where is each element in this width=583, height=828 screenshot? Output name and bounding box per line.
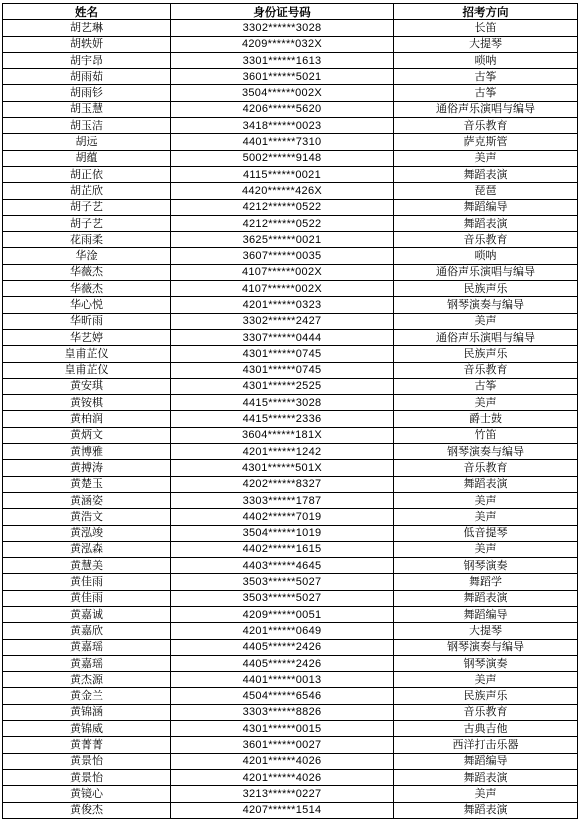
cell-id-number: 3601******5021 [171,69,394,85]
table-row [3,606,578,622]
header-direction: 招考方向 [394,4,578,20]
header-id-number: 身份证号码 [171,4,394,20]
cell-name: 黄菁菁 [3,737,171,753]
cell-name: 胡远 [3,134,171,150]
cell-name: 黄铵棋 [3,395,171,411]
cell-id-number: 4301******2525 [171,378,394,394]
cell-name: 胡子艺 [3,199,171,215]
cell-id-number: 4212******0522 [171,199,394,215]
cell-name: 黄杰源 [3,672,171,688]
table-row [3,281,578,297]
cell-name: 胡轶妍 [3,36,171,52]
cell-direction: 钢琴演奏与编导 [394,639,578,655]
cell-id-number: 4206******5620 [171,101,394,117]
cell-id-number: 4415******3028 [171,395,394,411]
cell-id-number: 4212******0522 [171,215,394,231]
cell-id-number: 4402******7019 [171,509,394,525]
cell-id-number: 4201******0649 [171,623,394,639]
cell-id-number: 4504******6546 [171,688,394,704]
table-row [3,753,578,769]
cell-name: 黄佳雨 [3,574,171,590]
cell-name: 黄柏润 [3,411,171,427]
header-name: 姓名 [3,4,171,20]
table-row [3,460,578,476]
cell-name: 黄金兰 [3,688,171,704]
cell-direction: 音乐教育 [394,460,578,476]
cell-id-number: 3625******0021 [171,232,394,248]
cell-name: 黄楚玉 [3,476,171,492]
cell-direction: 民族声乐 [394,346,578,362]
cell-id-number: 3301******1613 [171,52,394,68]
cell-direction: 舞蹈表演 [394,590,578,606]
cell-name: 黄炳文 [3,427,171,443]
cell-name: 华艺婷 [3,329,171,345]
table-row [3,737,578,753]
cell-id-number: 4201******0323 [171,297,394,313]
cell-direction: 美声 [394,541,578,557]
table-row [3,672,578,688]
cell-id-number: 4115******0021 [171,166,394,182]
cell-direction: 美声 [394,492,578,508]
cell-direction: 竹笛 [394,427,578,443]
table-row [3,492,578,508]
cell-direction: 舞蹈编导 [394,199,578,215]
cell-name: 黄泓竣 [3,525,171,541]
table-row [3,346,578,362]
cell-id-number: 3604******181X [171,427,394,443]
cell-name: 胡雨茹 [3,69,171,85]
cell-name: 华薇杰 [3,264,171,280]
cell-id-number: 3601******0027 [171,737,394,753]
table-row [3,52,578,68]
cell-name: 黄搏涛 [3,460,171,476]
cell-name: 胡芷欣 [3,183,171,199]
cell-name: 华淦 [3,248,171,264]
table-row [3,134,578,150]
table-row [3,329,578,345]
cell-id-number: 3302******3028 [171,20,394,36]
cell-direction: 音乐教育 [394,704,578,720]
cell-id-number: 4209******0051 [171,606,394,622]
cell-name: 胡玉慧 [3,101,171,117]
cell-name: 胡蕴 [3,150,171,166]
cell-direction: 舞蹈表演 [394,166,578,182]
table-row [3,623,578,639]
cell-name: 胡正依 [3,166,171,182]
table-row [3,85,578,101]
cell-direction: 舞蹈编导 [394,753,578,769]
table-row [3,590,578,606]
cell-name: 胡雨钐 [3,85,171,101]
table-row [3,802,578,818]
cell-id-number: 4201******1242 [171,444,394,460]
table-row [3,525,578,541]
cell-direction: 舞蹈表演 [394,769,578,785]
cell-name: 黄景怡 [3,769,171,785]
cell-direction: 美声 [394,509,578,525]
table-row [3,69,578,85]
cell-direction: 古典吉他 [394,721,578,737]
header-row [3,4,578,20]
cell-id-number: 4402******1615 [171,541,394,557]
table-row [3,264,578,280]
table-row [3,362,578,378]
cell-direction: 大提琴 [394,36,578,52]
cell-name: 黄涵姿 [3,492,171,508]
cell-direction: 唢呐 [394,52,578,68]
cell-name: 华心悦 [3,297,171,313]
cell-direction: 舞蹈编导 [394,606,578,622]
cell-id-number: 4202******8327 [171,476,394,492]
table-row [3,704,578,720]
cell-id-number: 4207******1514 [171,802,394,818]
cell-name: 胡子艺 [3,215,171,231]
table-row [3,558,578,574]
table-body [3,20,578,819]
cell-id-number: 3307******0444 [171,329,394,345]
cell-direction: 美声 [394,672,578,688]
table-row [3,721,578,737]
cell-name: 黄安琪 [3,378,171,394]
cell-id-number: 3213******0227 [171,786,394,802]
cell-direction: 低音提琴 [394,525,578,541]
table-row [3,395,578,411]
cell-name: 黄景怡 [3,753,171,769]
cell-name: 华薇杰 [3,281,171,297]
table-row [3,166,578,182]
cell-direction: 钢琴演奏与编导 [394,297,578,313]
applicant-list-sheet [2,3,577,819]
table-row [3,199,578,215]
cell-name: 皇甫芷仪 [3,346,171,362]
cell-id-number: 4301******0745 [171,362,394,378]
cell-id-number: 4201******4026 [171,769,394,785]
cell-name: 黄俊杰 [3,802,171,818]
cell-name: 黄佳雨 [3,590,171,606]
cell-name: 黄浩文 [3,509,171,525]
cell-name: 黄博雅 [3,444,171,460]
cell-id-number: 4403******4645 [171,558,394,574]
table-row [3,639,578,655]
cell-id-number: 4405******2426 [171,655,394,671]
cell-name: 黄慧美 [3,558,171,574]
table-row [3,20,578,36]
cell-id-number: 4415******2336 [171,411,394,427]
cell-name: 黄镜心 [3,786,171,802]
cell-direction: 古筝 [394,85,578,101]
cell-name: 胡宇昂 [3,52,171,68]
table-row [3,183,578,199]
cell-id-number: 4209******032X [171,36,394,52]
cell-direction: 美声 [394,786,578,802]
table-row [3,378,578,394]
cell-direction: 音乐教育 [394,232,578,248]
table-row [3,574,578,590]
cell-id-number: 3302******2427 [171,313,394,329]
cell-id-number: 3503******5027 [171,574,394,590]
cell-direction: 大提琴 [394,623,578,639]
cell-direction: 通俗声乐演唱与编导 [394,101,578,117]
cell-name: 胡玉洁 [3,118,171,134]
cell-direction: 通俗声乐演唱与编导 [394,329,578,345]
cell-direction: 音乐教育 [394,118,578,134]
cell-name: 黄锦威 [3,721,171,737]
cell-direction: 萨克斯管 [394,134,578,150]
table-row [3,541,578,557]
table-row [3,215,578,231]
cell-direction: 西洋打击乐器 [394,737,578,753]
cell-direction: 古筝 [394,69,578,85]
cell-direction: 舞蹈表演 [394,476,578,492]
table-row [3,655,578,671]
cell-direction: 通俗声乐演唱与编导 [394,264,578,280]
table-row [3,427,578,443]
cell-name: 皇甫芷仪 [3,362,171,378]
table-row [3,476,578,492]
cell-id-number: 4201******4026 [171,753,394,769]
cell-direction: 音乐教育 [394,362,578,378]
cell-name: 花雨柔 [3,232,171,248]
table-row [3,118,578,134]
cell-name: 胡艺琳 [3,20,171,36]
cell-id-number: 4401******7310 [171,134,394,150]
cell-direction: 美声 [394,150,578,166]
cell-id-number: 4401******0013 [171,672,394,688]
cell-id-number: 4107******002X [171,264,394,280]
applicant-table [2,3,578,819]
table-row [3,248,578,264]
table-row [3,101,578,117]
cell-id-number: 4301******501X [171,460,394,476]
cell-direction: 唢呐 [394,248,578,264]
cell-name: 黄泓森 [3,541,171,557]
cell-id-number: 3303******1787 [171,492,394,508]
table-row [3,313,578,329]
cell-direction: 古筝 [394,378,578,394]
table-row [3,36,578,52]
cell-id-number: 3303******8826 [171,704,394,720]
table-row [3,411,578,427]
table-row [3,150,578,166]
table-header [3,4,578,20]
cell-direction: 钢琴演奏 [394,558,578,574]
cell-id-number: 3503******5027 [171,590,394,606]
cell-name: 黄嘉瑶 [3,639,171,655]
cell-id-number: 4301******0015 [171,721,394,737]
table-row [3,297,578,313]
cell-id-number: 3607******0035 [171,248,394,264]
cell-direction: 长笛 [394,20,578,36]
cell-direction: 舞蹈学 [394,574,578,590]
cell-name: 华昕雨 [3,313,171,329]
cell-id-number: 4420******426X [171,183,394,199]
cell-id-number: 5002******9148 [171,150,394,166]
cell-name: 黄嘉瑶 [3,655,171,671]
cell-direction: 民族声乐 [394,688,578,704]
cell-id-number: 4107******002X [171,281,394,297]
cell-direction: 舞蹈表演 [394,215,578,231]
cell-direction: 民族声乐 [394,281,578,297]
cell-name: 黄嘉诚 [3,606,171,622]
table-row [3,769,578,785]
table-row [3,444,578,460]
cell-direction: 美声 [394,395,578,411]
table-row [3,786,578,802]
cell-direction: 琵琶 [394,183,578,199]
cell-name: 黄锦涵 [3,704,171,720]
cell-direction: 舞蹈表演 [394,802,578,818]
table-row [3,688,578,704]
cell-direction: 爵士鼓 [394,411,578,427]
cell-direction: 钢琴演奏 [394,655,578,671]
cell-direction: 钢琴演奏与编导 [394,444,578,460]
cell-direction: 美声 [394,313,578,329]
table-row [3,509,578,525]
cell-id-number: 4405******2426 [171,639,394,655]
table-row [3,232,578,248]
cell-name: 黄嘉欣 [3,623,171,639]
cell-id-number: 3418******0023 [171,118,394,134]
cell-id-number: 4301******0745 [171,346,394,362]
cell-id-number: 3504******002X [171,85,394,101]
cell-id-number: 3504******1019 [171,525,394,541]
